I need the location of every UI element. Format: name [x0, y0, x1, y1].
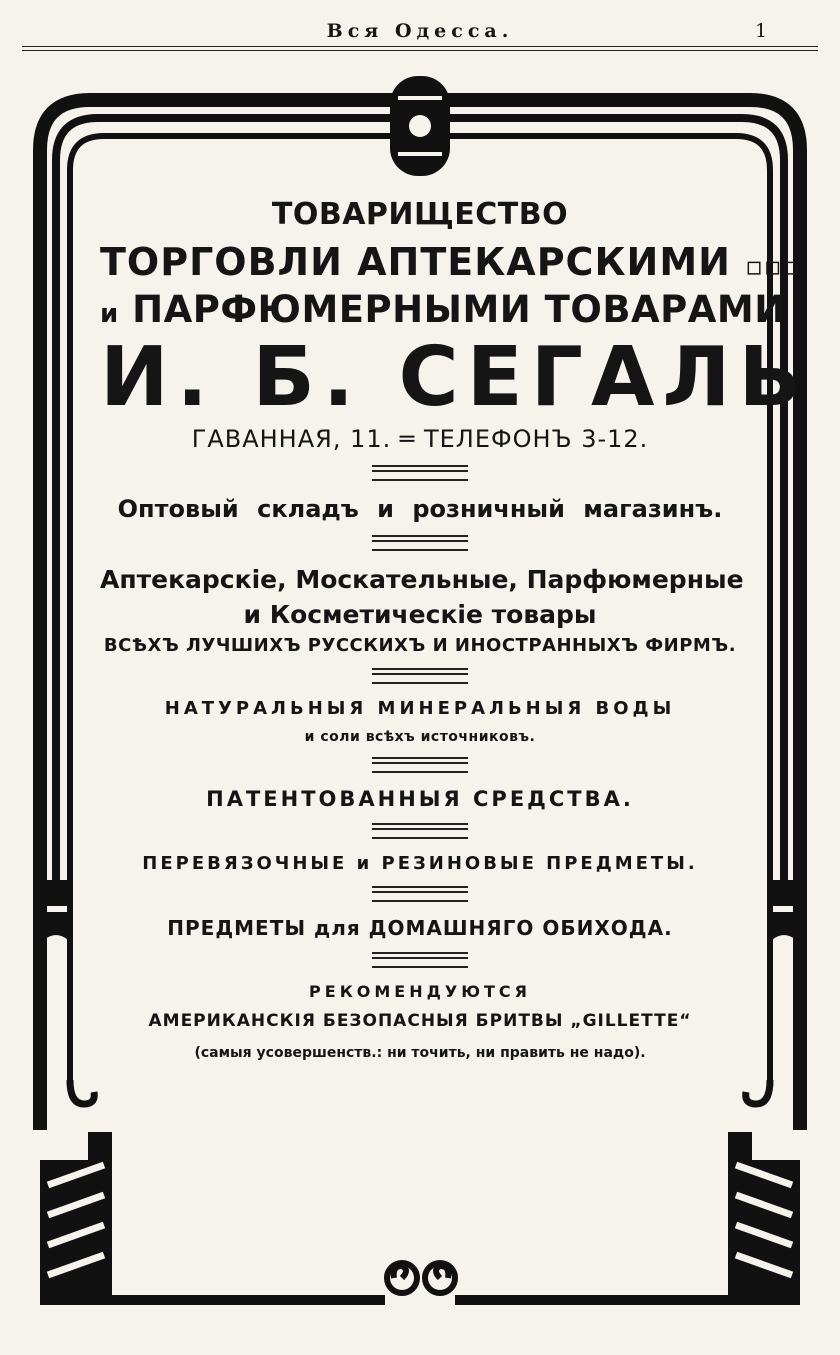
corner-blocks [40, 1132, 800, 1300]
goods-line-2: и Косметическіе товары [243, 600, 597, 629]
goods-line-3: ВСѢХЪ ЛУЧШИХЪ РУССКИХЪ И ИНОСТРАННЫХЪ ФИРМЪ. [103, 635, 737, 656]
salts-line: и соли всѣхъ источниковъ. [304, 729, 536, 745]
conjunction: и [100, 299, 119, 329]
advertisement-body [100, 195, 810, 1061]
dressing-rubber-line: ПЕРЕВЯЗОЧНЫЕ и РЕЗИНОВЫЕ ПРЕДМЕТЫ. [142, 853, 698, 874]
ornament-squares: ▫▫▫ [745, 252, 802, 282]
page-number: 1 [755, 20, 768, 42]
company-description-line [100, 240, 802, 284]
patent-medicines-line: ПАТЕНТОВАННЫЯ СРЕДСТВА. [206, 787, 634, 811]
divider [372, 465, 468, 481]
divider [372, 535, 468, 551]
company-name: И. Б. СЕГАЛЬ [100, 330, 810, 425]
mineral-water-line: НАТУРАЛЬНЫЯ МИНЕРАЛЬНЫЯ ВОДЫ [164, 698, 676, 719]
company-description-text-2: ПАРФЮМЕРНЫМИ ТОВАРАМИ [132, 288, 786, 331]
company-description-text: ТОРГОВЛИ АПТЕКАРСКИМИ [100, 240, 731, 284]
razors-note: (самыя усовершенств.: ни точить, ни править не надо). [194, 1045, 646, 1061]
recommend-heading: РЕКОМЕНДУЮТСЯ [309, 982, 531, 1001]
warehouse-line: Оптовый складъ и розничный магазинъ. [117, 495, 723, 523]
medallion-ornament [390, 76, 450, 176]
company-description-line-2 [100, 288, 786, 331]
household-items-line: ПРЕДМЕТЫ для ДОМАШНЯГО ОБИХОДА. [167, 916, 673, 940]
address-phone: ГАВАННАЯ, 11. ═ ТЕЛЕФОНЪ 3-12. [191, 425, 649, 453]
divider [372, 823, 468, 839]
razors-line: АМЕРИКАНСКІЯ БЕЗОПАСНЫЯ БРИТВЫ „GILLETTE“ [148, 1011, 692, 1031]
divider [372, 952, 468, 968]
divider [372, 886, 468, 902]
divider [372, 668, 468, 684]
company-type: ТОВАРИЩЕСТВО [271, 197, 569, 232]
publication-title: Вся Одесса. [326, 20, 514, 42]
divider [372, 757, 468, 773]
spiral-ornament [387, 1263, 455, 1293]
goods-line-1: Аптекарскіе, Москательные, Парфюмерные [100, 565, 744, 594]
